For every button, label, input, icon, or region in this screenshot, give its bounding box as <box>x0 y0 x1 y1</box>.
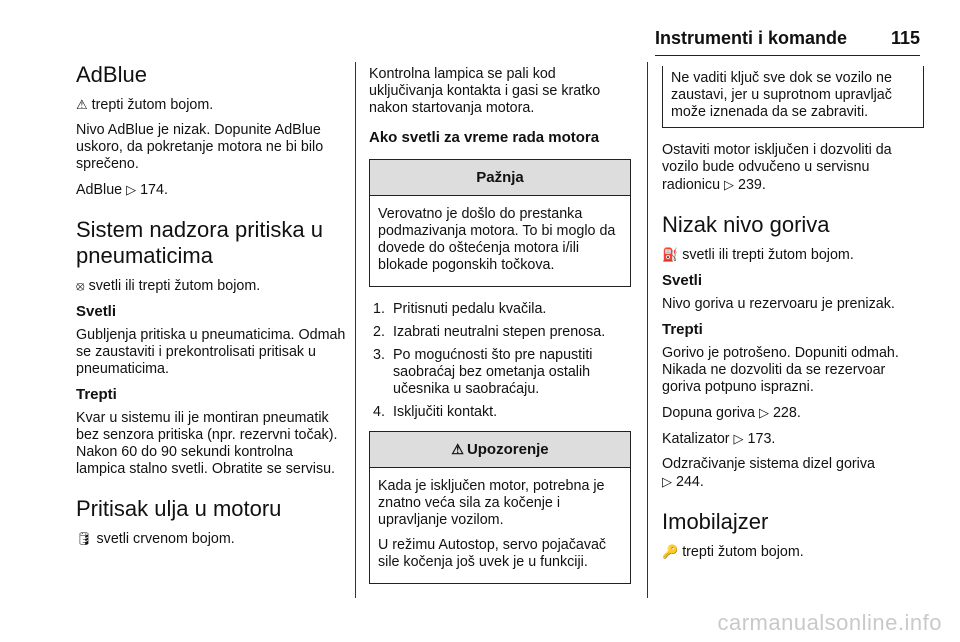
step-text: Pritisnuti pedalu kvačila. <box>393 301 547 317</box>
step-item <box>369 324 631 341</box>
step-number: 4. <box>373 404 385 420</box>
step-number: 2. <box>373 324 385 340</box>
tire-pressure-heading: Sistem nadzora pritiska u pneumaticima <box>76 217 323 268</box>
fuel-trepti-heading: Trepti <box>662 321 703 338</box>
adblue-description: Nivo AdBlue je nizak. Dopunite AdBlue uskoro, da pokretanje motora ne bi bilo sprečeno. <box>76 122 324 172</box>
reference-arrow-icon: ▷ <box>662 474 672 489</box>
tire-trepti-heading: Trepti <box>76 386 117 403</box>
refuel-reference[interactable]: Dopuna goriva ▷ 228. <box>662 405 801 421</box>
tow-instruction: Ostaviti motor isključen i dozvoliti da vozilo bude odvučeno u servisnu radionicu ▷ 239. <box>662 142 892 193</box>
oil-can-icon: 🛢 <box>76 531 93 546</box>
catalyst-reference[interactable]: Katalizator ▷ 173. <box>662 431 776 447</box>
immobiliser-indicator-line: 🔑 trepti žutom bojom. <box>662 544 804 560</box>
tire-pressure-icon: ⦻ <box>76 278 85 293</box>
diesel-bleed-reference[interactable]: Odzračivanje sistema dizel goriva ▷ 244. <box>662 456 875 490</box>
adblue-warning-icon: ⚠ <box>76 97 88 112</box>
oil-pressure-heading: Pritisak ulja u motoru <box>76 496 282 521</box>
fuel-svetli-heading: Svetli <box>662 272 703 289</box>
reference-arrow-icon: ▷ <box>126 182 137 197</box>
step-item <box>369 301 631 318</box>
fuel-trepti-text: Gorivo je potrošeno. Dopuniti odmah. Nikada ne dozvoliti da se rezervoar goriva potpuno isprazni. <box>662 345 899 395</box>
warning-text-1: Kada je isključen motor, potrebna je znatno veća sila za kočenje i upravljanje vozilom. <box>378 478 605 528</box>
warning-triangle-icon: ⚠ <box>451 441 464 457</box>
warning-continuation-text: Ne vaditi ključ sve dok se vozilo ne zaustavi, jer u suprotnom upravljač može iznenada da se zabraviti. <box>671 70 892 120</box>
fuel-indicator-line: ⛽ svetli ili trepti žutom bojom. <box>662 247 854 263</box>
warning-continuation-body <box>663 66 923 127</box>
warning-header <box>370 432 630 468</box>
car-key-icon: 🔑 <box>662 544 679 559</box>
reference-arrow-icon[interactable]: ▷ <box>724 177 735 192</box>
reference-arrow-icon: ▷ <box>758 405 769 420</box>
warning-text-2: U režimu Autostop, servo pojačavač sile kočenja još uvek je u funkciji. <box>378 537 607 570</box>
oil-indicator-line: 🛢 svetli crvenom bojom. <box>76 531 235 547</box>
step-text: Izabrati neutralni stepen prenosa. <box>393 324 606 340</box>
caution-text: Verovatno je došlo do prestanka podmazivanja motora. To bi moglo da dovede do oštećenja motora i/ili blokade pogonskih točkova. <box>378 206 616 273</box>
column-3 <box>662 66 924 569</box>
warning-continuation-box <box>662 66 924 128</box>
step-number: 1. <box>373 301 385 317</box>
adblue-indicator-line: ⚠ trepti žutom bojom. <box>76 97 214 113</box>
header-rule <box>655 55 920 56</box>
caution-box <box>369 159 631 287</box>
reference-arrow-icon: ▷ <box>733 431 744 446</box>
tire-trepti-text: Kvar u sistemu ili je montiran pneumatik bez senzora pritiska (npr. rezervni točak). Nakon 60 do 90 sekundi kontrolna lampica stalno svetli. Obratite se servisu. <box>76 410 338 477</box>
warning-title: Upozorenje <box>466 441 549 458</box>
column-2 <box>369 66 631 594</box>
warning-body <box>370 468 630 583</box>
tire-indicator-line: ⦻ svetli ili trepti žutom bojom. <box>76 278 261 294</box>
low-fuel-heading: Nizak nivo goriva <box>662 212 830 237</box>
page-header <box>655 20 920 56</box>
column-divider-1 <box>355 62 356 598</box>
immobiliser-heading: Imobilajzer <box>662 509 769 534</box>
caution-title: Pažnja <box>370 160 630 196</box>
page-number: 115 <box>890 28 920 48</box>
watermark: carmanualsonline.info <box>717 610 942 635</box>
steps-list <box>369 301 631 421</box>
adblue-reference[interactable]: AdBlue ▷ 174. <box>76 182 168 198</box>
tire-svetli-text: Gubljenja pritiska u pneumaticima. Odmah se zaustaviti i prekontrolisati pritisak u pneumaticima. <box>76 327 346 377</box>
adblue-heading: AdBlue <box>76 62 147 87</box>
step-text: Isključiti kontakt. <box>393 404 498 420</box>
fuel-svetli-text: Nivo goriva u rezervoaru je prenizak. <box>662 296 895 312</box>
step-number: 3. <box>373 347 385 363</box>
tire-svetli-heading: Svetli <box>76 303 117 320</box>
step-item <box>369 404 631 421</box>
page-section-title: Instrumenti i komande <box>655 28 848 48</box>
caution-body <box>370 196 630 286</box>
column-divider-2 <box>647 62 648 598</box>
fuel-pump-icon: ⛽ <box>662 247 679 262</box>
step-text: Po mogućnosti što pre napustiti saobraćaj bez ometanja ostalih učesnika u saobraćaju. <box>393 347 593 397</box>
step-item <box>369 347 631 398</box>
oil-running-heading: Ako svetli za vreme rada motora <box>369 129 600 146</box>
column-1 <box>76 62 346 556</box>
warning-box <box>369 431 631 584</box>
oil-lamp-description: Kontrolna lampica se pali kod uključivanja kontakta i gasi se kratko nakon startovanja motora. <box>369 66 601 116</box>
